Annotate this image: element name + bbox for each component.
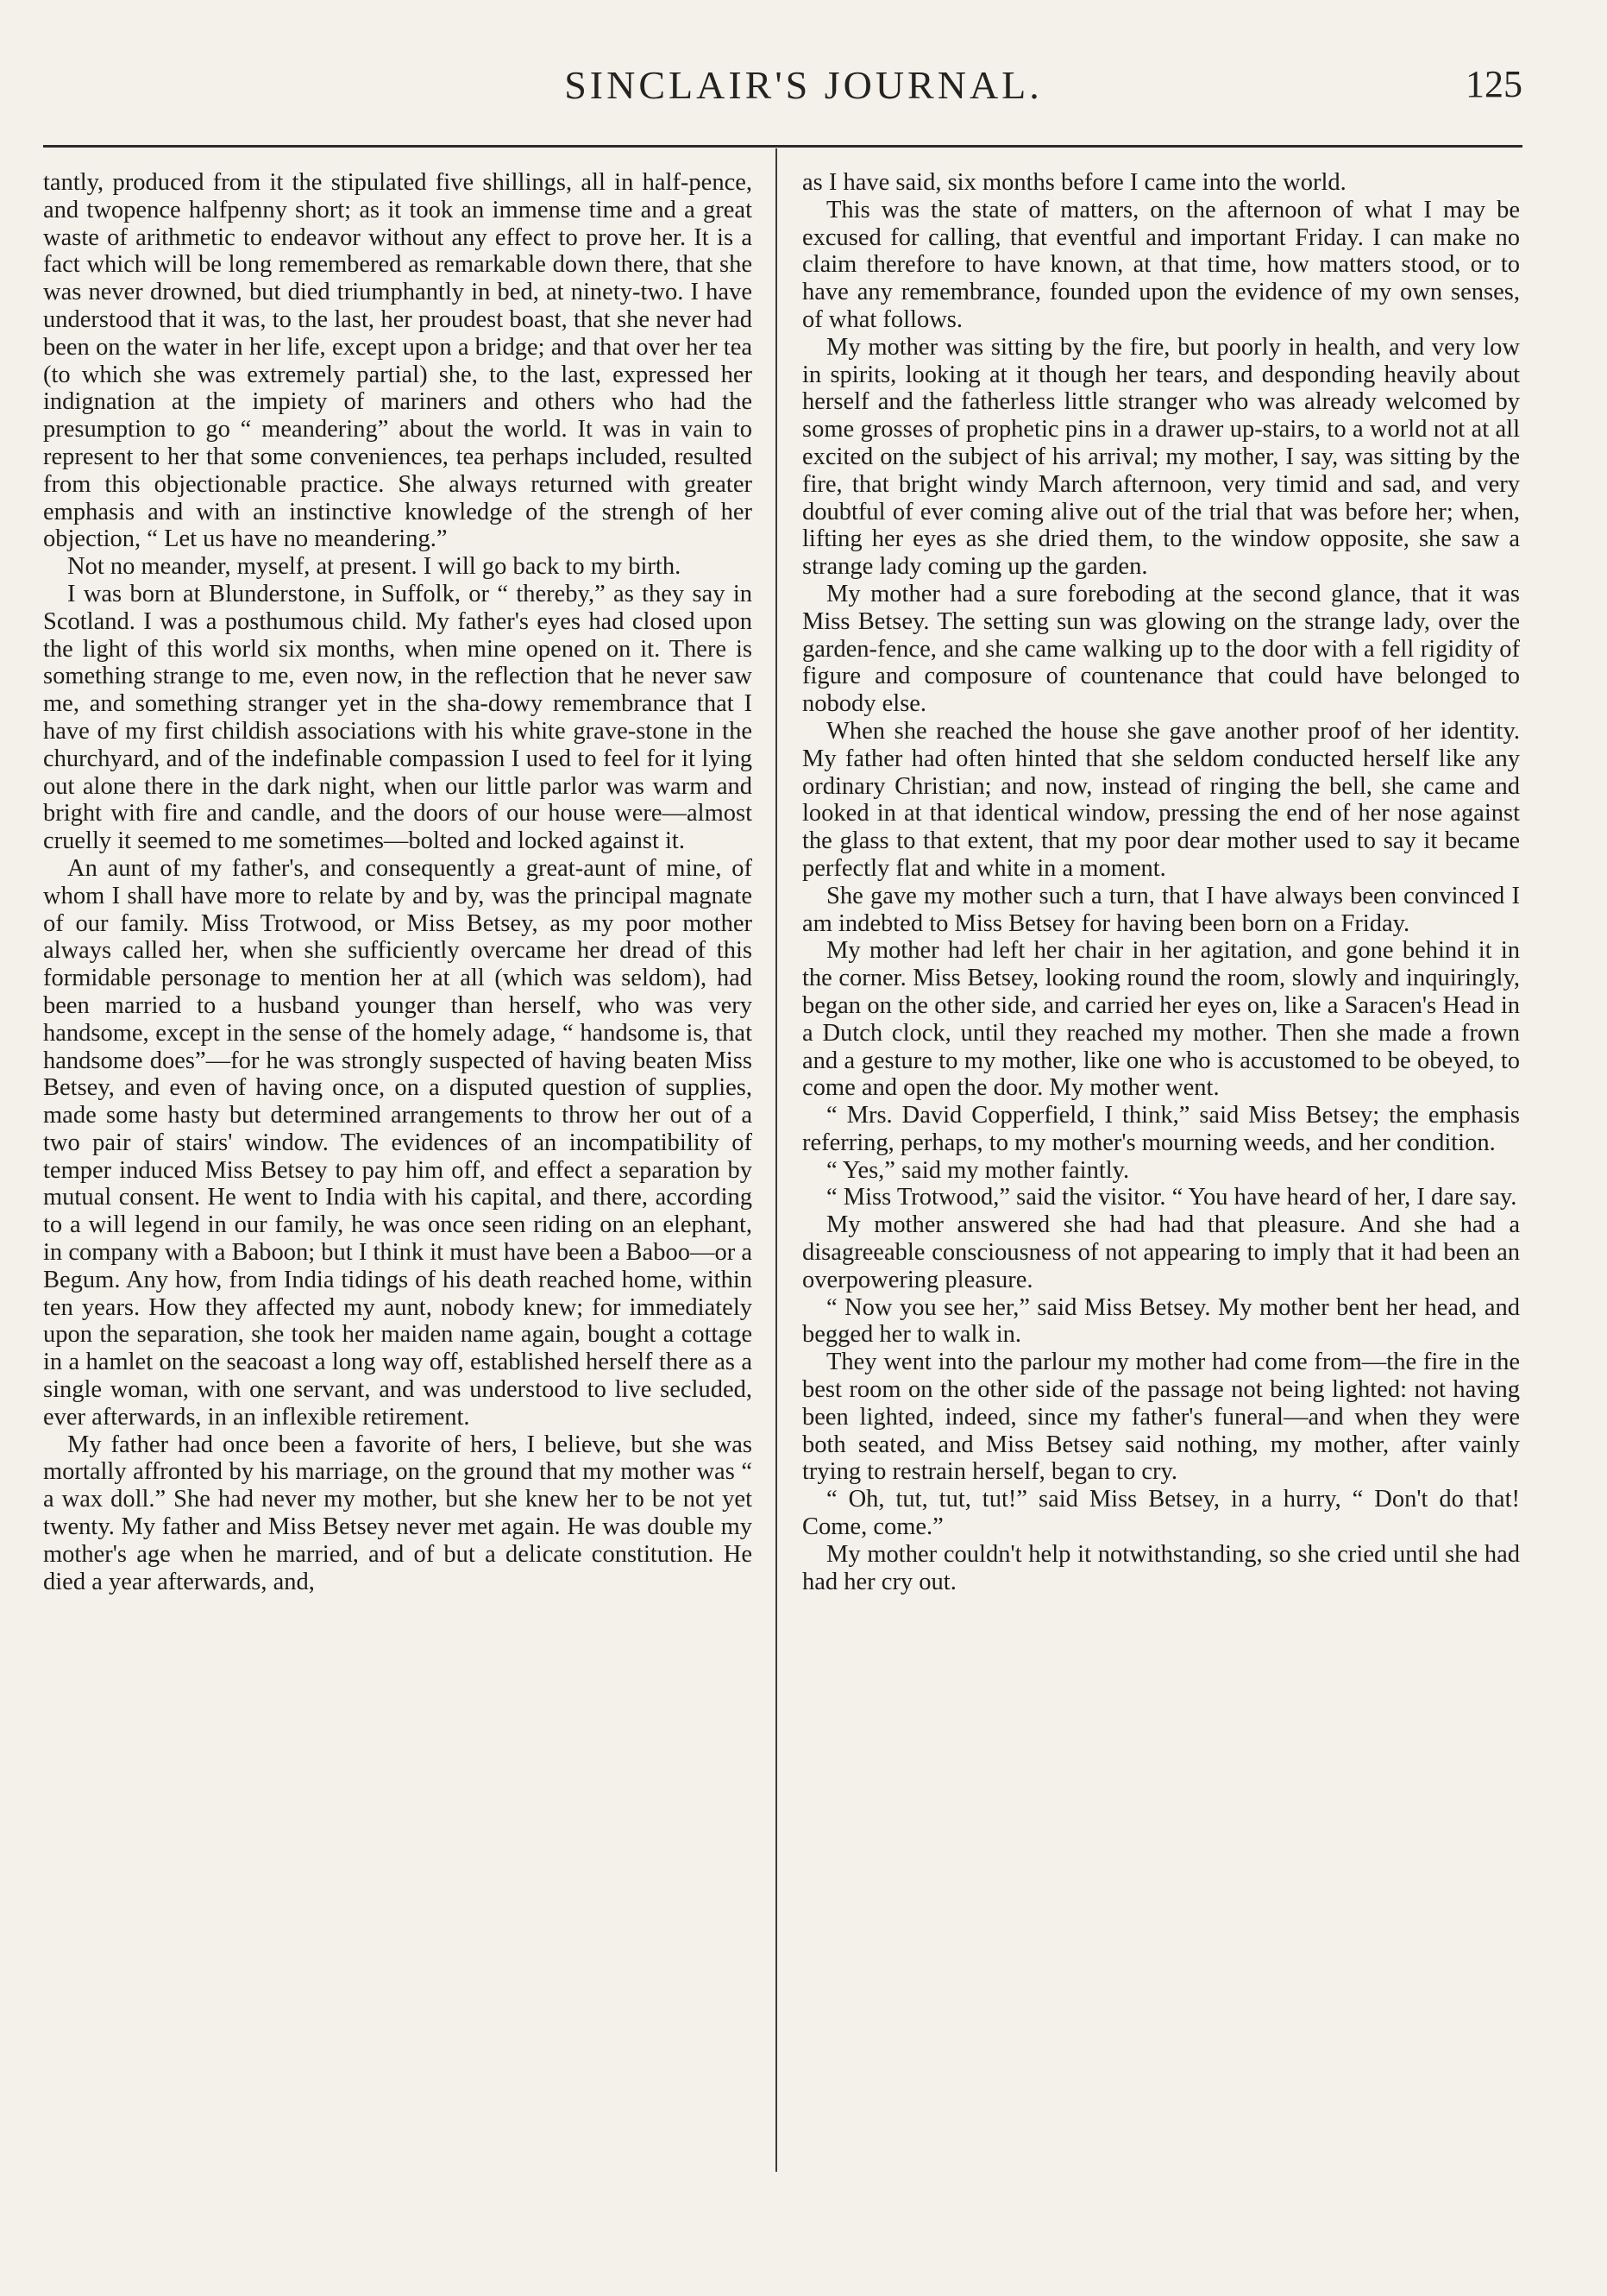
header-rule (43, 145, 1522, 148)
paragraph: tantly, produced from it the stipulated five shillings, all in half-pence, and twopence halfpenny short; as it took an immense time and a great waste of arithmetic to endeavor without any effect to prove her. It is a fact which will be long remembered as remarkable down there, that she was never drowned, but died triumphantly in bed, at ninety-two. I have understood that it was, to the last, her proudest boast, that she never had been on the water in her life, except upon a bridge; and that over her tea (to which she was extremely partial) she, to the last, expressed her indignation at the impiety of mariners and others who had the presumption to go “ meandering” about the world. It was in vain to represent to her that some conveniences, tea perhaps included, resulted from this objectionable practice. She always returned with greater emphasis and with an instinctive knowledge of the strengh of her objection, “ Let us have no meandering.” (43, 169, 752, 553)
paragraph: This was the state of matters, on the afternoon of what I may be excused for calling, that eventful and important Friday. I can make no claim therefore to have known, at that time, how matters stood, or to have any remembrance, founded upon the evidence of my own senses, of what follows. (802, 196, 1520, 333)
paragraph: “ Now you see her,” said Miss Betsey. My mother bent her head, and begged her to walk in. (802, 1293, 1520, 1349)
paragraph: My father had once been a favorite of hers, I believe, but she was mortally affronted by his marriage, on the ground that my mother was “ a wax doll.” She had never my mother, but she knew her to be not yet twenty. My father and Miss Betsey never met again. He was double my mother's age when he married, and of but a delicate constitution. He died a year afterwards, and, (43, 1431, 752, 1595)
paragraph: My mother had left her chair in her agitation, and gone behind it in the corner. Miss Betsey, looking round the room, slowly and inquiringly, began on the other side, and carried her eyes on, like a Saracen's Head in a Dutch clock, until they reached my mother. Then she made a frown and a gesture to my mother, like one who is accustomed to be obeyed, to come and open the door. My mother went. (802, 937, 1520, 1102)
page-header (0, 62, 1607, 114)
paragraph: An aunt of my father's, and consequently a great-aunt of mine, of whom I shall have more to relate by and by, was the principal magnate of our family. Miss Trotwood, or Miss Betsey, as my poor mother always called her, when she sufficiently overcame her dread of this formidable personage to mention her at all (which was seldom), had been married to a husband younger than herself, who was very handsome, except in the sense of the homely adage, “ handsome is, that handsome does”—for he was strongly suspected of having beaten Miss Betsey, and even of having once, on a disputed question of supplies, made some hasty but determined arrangements to throw her out of a two pair of stairs' window. The evidences of an incompatibility of temper induced Miss Betsey to pay him off, and effect a separation by mutual consent. He went to India with his capital, and there, according to a will legend in our family, he was once seen riding on an elephant, in company with a Baboon; but I think it must have been a Baboo—or a Begum. Any how, from India tidings of his death reached home, within ten years. How they affected my aunt, nobody knew; for immediately upon the separation, she took her maiden name again, bought a cottage in a hamlet on the seacoast a long way off, established herself there as a single woman, with one servant, and was understood to live secluded, ever afterwards, in an inflexible retirement. (43, 854, 752, 1431)
paragraph: “ Mrs. David Copperfield, I think,” said Miss Betsey; the emphasis referring, perhaps, to my mother's mourning weeds, and her condition. (802, 1102, 1520, 1156)
paragraph: They went into the parlour my mother had come from—the fire in the best room on the other side of the passage not being lighted: not having been lighted, indeed, since my father's funeral—and when they were both seated, and Miss Betsey said nothing, my mother, after vainly trying to restrain herself, began to cry. (802, 1349, 1520, 1486)
paragraph: She gave my mother such a turn, that I have always been convinced I am indebted to Miss Betsey for having been born on a Friday. (802, 882, 1520, 937)
journal-title: SINCLAIR'S JOURNAL. (564, 63, 1043, 107)
page-number: 125 (1466, 63, 1522, 105)
paragraph: My mother had a sure foreboding at the second glance, that it was Miss Betsey. The setting sun was glowing on the strange lady, over the garden-fence, and she came walking up to the door with a fell rigidity of figure and composure of countenance that could have belonged to nobody else. (802, 580, 1520, 718)
right-column (802, 169, 1520, 1595)
paragraph: My mother answered she had had that pleasure. And she had a disagreeable consciousness of not appearing to imply that it had been an overpowering pleasure. (802, 1211, 1520, 1293)
paragraph: as I have said, six months before I came into the world. (802, 169, 1346, 196)
paragraph: My mother couldn't help it notwithstanding, so she cried until she had had her cry out. (802, 1540, 1520, 1595)
paragraph: I was born at Blunderstone, in Suffolk, or “ thereby,” as they say in Scotland. I was a posthumous child. My father's eyes had closed upon the light of this world six months, when mine opened on it. There is something strange to me, even now, in the reflection that he never saw me, and something stranger yet in the sha-dowy remembrance that I have of my first childish associations with his white grave-stone in the churchyard, and of the indefinable compassion I used to feel for it lying out alone there in the dark night, when our little parlor was warm and bright with fire and candle, and the doors of our house were—almost cruelly it seemed to me sometimes—bolted and locked against it. (43, 580, 752, 855)
paragraph: Not no meander, myself, at present. I will go back to my birth. (67, 553, 681, 581)
column-divider (775, 148, 777, 2172)
paragraph: “ Miss Trotwood,” said the visitor. “ You have heard of her, I dare say. (826, 1184, 1517, 1211)
paragraph: When she reached the house she gave another proof of her identity. My father had often hinted that she seldom conducted herself like any ordinary Christian; and now, instead of ringing the bell, she came and looked in at that identical window, pressing the end of her nose against the glass to that extent, that my poor dear mother used to say it became perfectly flat and white in a moment. (802, 717, 1520, 882)
paragraph: My mother was sitting by the fire, but poorly in health, and very low in spirits, looking at it though her tears, and desponding heavily about herself and the fatherless little stranger who was already welcomed by some grosses of prophetic pins in a drawer up-stairs, to a world not at all excited on the subject of his arrival; my mother, I say, was sitting by the fire, that bright windy March afternoon, very timid and sad, and very doubtful of ever coming alive out of the trial that was before her; when, lifting her eyes as she dried them, to the window opposite, she saw a strange lady coming up the garden. (802, 333, 1520, 581)
paragraph: “ Oh, tut, tut, tut!” said Miss Betsey, in a hurry, “ Don't do that! Come, come.” (802, 1486, 1520, 1541)
paragraph: “ Yes,” said my mother faintly. (826, 1156, 1130, 1184)
left-column (43, 169, 752, 1595)
